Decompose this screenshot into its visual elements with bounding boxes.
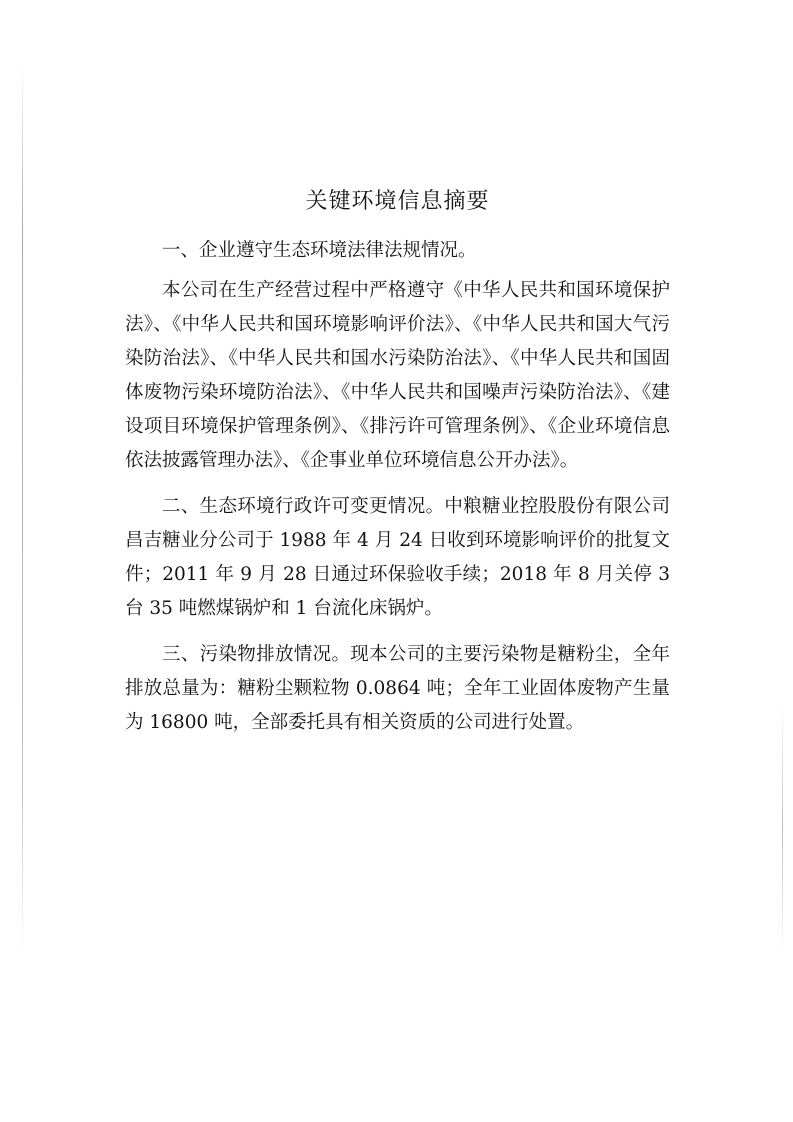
section1-heading: 一、企业遵守生态环境法律法规情况。 bbox=[162, 240, 477, 261]
scan-edge-right bbox=[782, 700, 783, 960]
section3-body: 三、污染物排放情况。现本公司的主要污染物是糖粉尘，全年排放总量为：糖粉尘颗粒物 0.0864 吨；全年工业固体废物产生量为 16800 吨，全部委托具有相关资质的公司进行处置。 bbox=[125, 644, 670, 733]
document-page bbox=[125, 180, 670, 752]
section1-body: 本公司在生产经营过程中严格遵守《中华人民共和国环境保护法》、《中华人民共和国环境影响评价法》、《中华人民共和国大气污染防治法》、《中华人民共和国水污染防治法》、《中华人民共和国固体废物污染环境防治法》、《中华人民共和国噪声污染防治法》、《建设项目环境保护管理条例》、《排污许可管理条例》、《企业环境信息依法披露管理办法》、《企事业单位环境信息公开办法》。 bbox=[125, 280, 670, 471]
section2-body: 二、生态环境行政许可变更情况。中粮糖业控股股份有限公司昌吉糖业分公司于 1988 年 4 月 24 日收到环境影响评价的批复文件；2011 年 9 月 28 日通过环保验收手续；2018 年 8 月关停 3 台 35 吨燃煤锅炉和 1 台流化床锅炉。 bbox=[125, 496, 670, 619]
document-title: 关键环境信息摘要 bbox=[305, 189, 490, 214]
scan-edge-left bbox=[22, 60, 23, 960]
